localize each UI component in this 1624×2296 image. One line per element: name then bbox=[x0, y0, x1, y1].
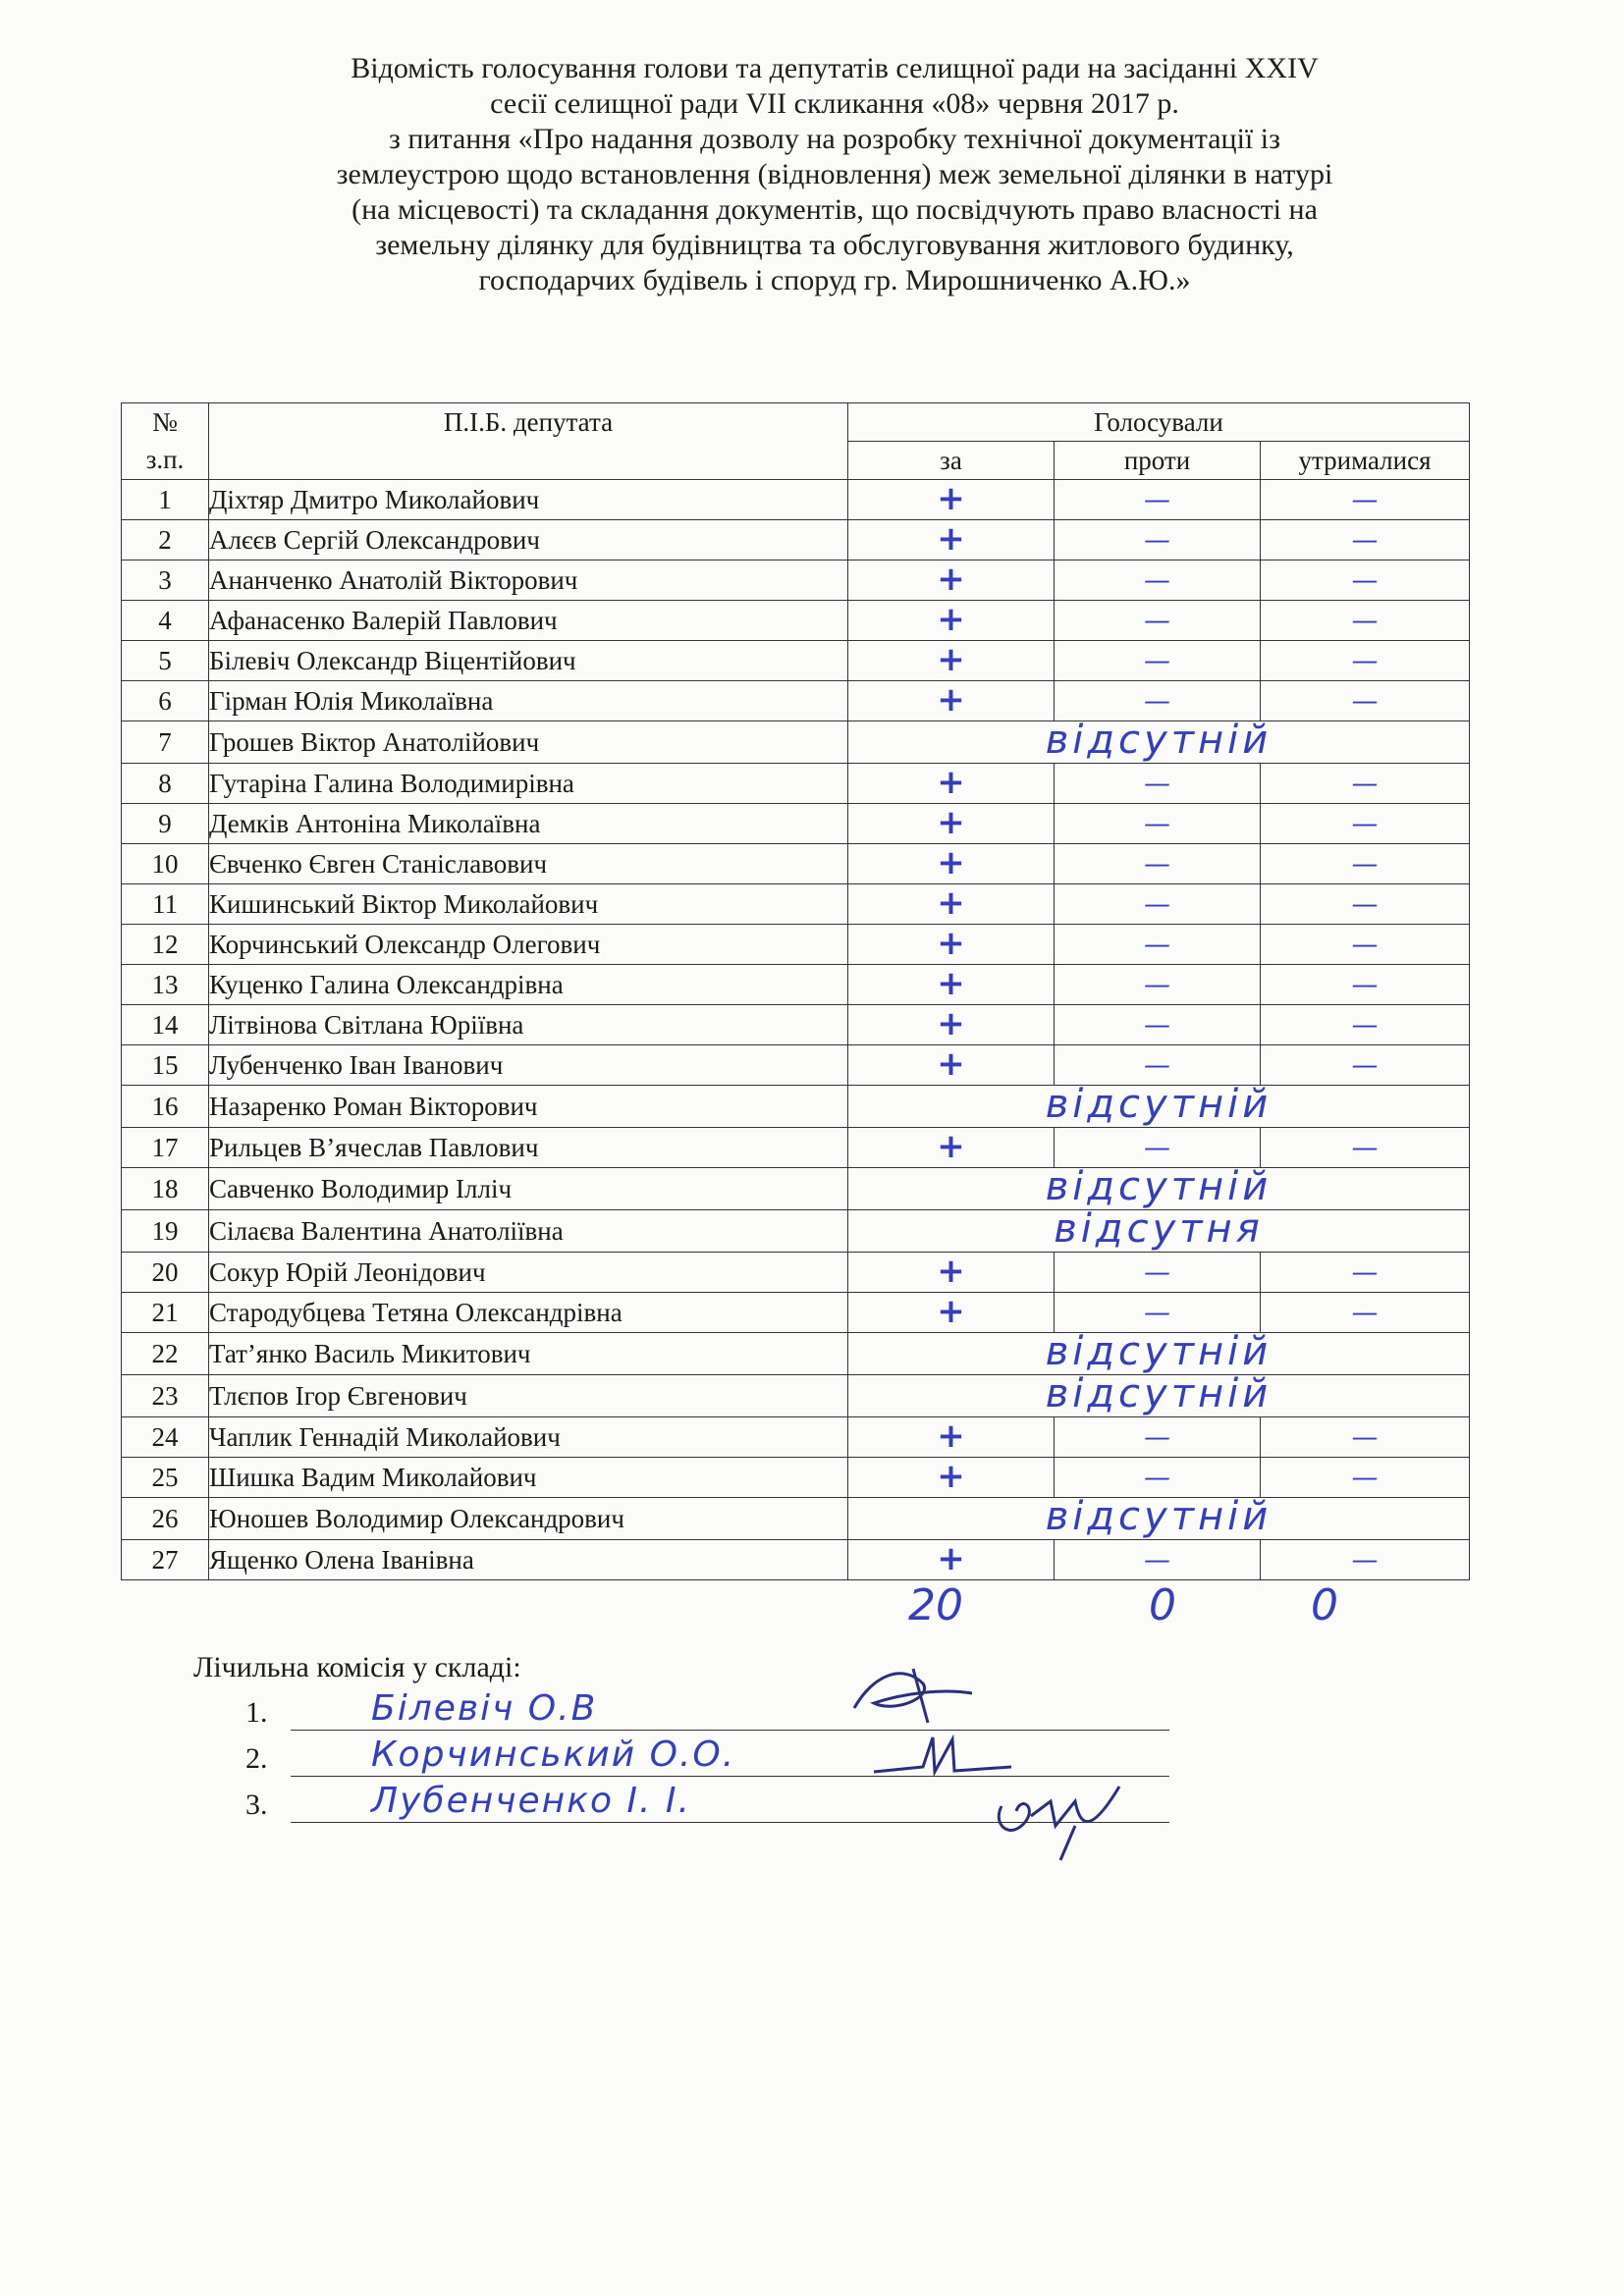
dash-mark: — bbox=[1351, 1256, 1379, 1288]
dash-mark: — bbox=[1144, 1544, 1170, 1575]
vote-abstained bbox=[1261, 1045, 1470, 1086]
dash-mark: — bbox=[1351, 929, 1379, 960]
deputy-name: Ананченко Анатолій Вікторович bbox=[209, 561, 848, 601]
row-number: 1 bbox=[122, 480, 209, 520]
dash-mark: — bbox=[1144, 1462, 1170, 1493]
total-for: 20 bbox=[908, 1580, 963, 1630]
table-row bbox=[122, 1333, 1470, 1375]
row-number: 19 bbox=[122, 1210, 209, 1253]
absent-text: відсутній bbox=[1045, 1167, 1272, 1209]
plus-mark: + bbox=[937, 843, 965, 882]
vote-for bbox=[848, 1417, 1055, 1458]
deputy-name: Сокур Юрій Леонідович bbox=[209, 1253, 848, 1293]
vote-abstained bbox=[1261, 561, 1470, 601]
vote-against bbox=[1055, 480, 1261, 520]
dash-mark: — bbox=[1351, 1009, 1379, 1041]
plus-mark: + bbox=[937, 479, 965, 518]
table-row bbox=[122, 1253, 1470, 1293]
deputy-name: Демків Антоніна Миколаївна bbox=[209, 804, 848, 844]
vote-abstained bbox=[1261, 884, 1470, 925]
signature-3 bbox=[982, 1767, 1149, 1865]
deputy-name: Савченко Володимир Ілліч bbox=[209, 1168, 848, 1210]
deputy-name: Стародубцева Тетяна Олександрівна bbox=[209, 1293, 848, 1333]
deputy-name: Гутаріна Галина Володимирівна bbox=[209, 764, 848, 804]
dash-mark: — bbox=[1351, 564, 1379, 596]
vote-against bbox=[1055, 965, 1261, 1005]
header-for: за bbox=[848, 442, 1055, 480]
deputy-name: Лубенченко Іван Іванович bbox=[209, 1045, 848, 1086]
vote-abstained bbox=[1261, 641, 1470, 681]
table-row bbox=[122, 1540, 1470, 1580]
vote-for bbox=[848, 1005, 1055, 1045]
deputy-name: Корчинський Олександр Олегович bbox=[209, 925, 848, 965]
header-number-symbol: № bbox=[152, 407, 178, 437]
deputy-name: Тлєпов Ігор Євгенович bbox=[209, 1375, 848, 1417]
vote-abstained bbox=[1261, 1540, 1470, 1580]
title-line: сесії селищної ради VII скликання «08» червня 2017 р. bbox=[490, 87, 1179, 120]
vote-for bbox=[848, 561, 1055, 601]
deputy-name: Алєєв Сергій Олександрович bbox=[209, 520, 848, 561]
vote-abstained bbox=[1261, 601, 1470, 641]
vote-for bbox=[848, 1045, 1055, 1086]
plus-mark: + bbox=[937, 1539, 965, 1578]
vote-for bbox=[848, 965, 1055, 1005]
deputy-name: Сілаєва Валентина Анатоліївна bbox=[209, 1210, 848, 1253]
plus-mark: + bbox=[937, 924, 965, 963]
vote-abstained bbox=[1261, 965, 1470, 1005]
member-number: 2. bbox=[245, 1742, 268, 1775]
deputy-name: Літвінова Світлана Юріївна bbox=[209, 1005, 848, 1045]
row-number: 27 bbox=[122, 1540, 209, 1580]
total-against: 0 bbox=[1149, 1580, 1176, 1630]
deputy-name: Юношев Володимир Олександрович bbox=[209, 1498, 848, 1540]
deputy-name: Діхтяр Дмитро Миколайович bbox=[209, 480, 848, 520]
dash-mark: — bbox=[1144, 848, 1170, 880]
plus-mark: + bbox=[937, 1127, 965, 1166]
table-row bbox=[122, 1375, 1470, 1417]
absent-mark bbox=[848, 1210, 1470, 1253]
vote-against bbox=[1055, 1005, 1261, 1045]
signature-1 bbox=[835, 1654, 992, 1733]
vote-abstained bbox=[1261, 1458, 1470, 1498]
vote-against bbox=[1055, 1045, 1261, 1086]
vote-for bbox=[848, 601, 1055, 641]
plus-mark: + bbox=[937, 640, 965, 679]
plus-mark: + bbox=[937, 1004, 965, 1043]
row-number: 18 bbox=[122, 1168, 209, 1210]
vote-for bbox=[848, 1540, 1055, 1580]
dash-mark: — bbox=[1351, 1049, 1379, 1081]
dash-mark: — bbox=[1351, 888, 1379, 920]
dash-mark: — bbox=[1144, 524, 1170, 556]
vote-against bbox=[1055, 1540, 1261, 1580]
row-number: 6 bbox=[122, 681, 209, 721]
header-number-abbr: з.п. bbox=[145, 445, 185, 474]
header-number bbox=[122, 403, 209, 480]
dash-mark: — bbox=[1351, 768, 1379, 799]
vote-abstained bbox=[1261, 925, 1470, 965]
vote-for bbox=[848, 1128, 1055, 1168]
row-number: 2 bbox=[122, 520, 209, 561]
table-row bbox=[122, 681, 1470, 721]
member-number: 3. bbox=[245, 1789, 268, 1821]
dash-mark: — bbox=[1144, 645, 1170, 676]
row-number: 3 bbox=[122, 561, 209, 601]
table-row bbox=[122, 1293, 1470, 1333]
dash-mark: — bbox=[1351, 1297, 1379, 1328]
dash-mark: — bbox=[1144, 1297, 1170, 1328]
document-title bbox=[147, 51, 1522, 298]
dash-mark: — bbox=[1144, 484, 1170, 515]
header-voted: Голосували bbox=[848, 403, 1470, 442]
deputy-name: Тат’янко Василь Микитович bbox=[209, 1333, 848, 1375]
row-number: 11 bbox=[122, 884, 209, 925]
vote-for bbox=[848, 925, 1055, 965]
signature-line bbox=[291, 1688, 1169, 1731]
row-number: 7 bbox=[122, 721, 209, 764]
member-name: Лубенченко І. І. bbox=[371, 1781, 691, 1821]
table-row bbox=[122, 804, 1470, 844]
row-number: 16 bbox=[122, 1086, 209, 1128]
row-number: 25 bbox=[122, 1458, 209, 1498]
dash-mark: — bbox=[1351, 484, 1379, 515]
row-number: 8 bbox=[122, 764, 209, 804]
dash-mark: — bbox=[1351, 605, 1379, 636]
vote-against bbox=[1055, 520, 1261, 561]
vote-for bbox=[848, 804, 1055, 844]
table-row bbox=[122, 480, 1470, 520]
table-body bbox=[122, 480, 1470, 1580]
row-number: 17 bbox=[122, 1128, 209, 1168]
absent-text: відсутній bbox=[1045, 721, 1272, 763]
table-row bbox=[122, 520, 1470, 561]
plus-mark: + bbox=[937, 519, 965, 559]
table-row bbox=[122, 925, 1470, 965]
row-number: 22 bbox=[122, 1333, 209, 1375]
deputy-name: Назаренко Роман Вікторович bbox=[209, 1086, 848, 1128]
vote-for bbox=[848, 1458, 1055, 1498]
row-number: 26 bbox=[122, 1498, 209, 1540]
title-line: Відомість голосування голови та депутатів селищної ради на засіданні XXIV bbox=[351, 52, 1319, 84]
commission-label: Лічильна комісія у складі: bbox=[193, 1651, 521, 1683]
row-number: 23 bbox=[122, 1375, 209, 1417]
vote-for bbox=[848, 764, 1055, 804]
title-line: землеустрою щодо встановлення (відновлення) меж земельної ділянки в натурі bbox=[336, 158, 1333, 190]
row-number: 12 bbox=[122, 925, 209, 965]
table-row bbox=[122, 1005, 1470, 1045]
dash-mark: — bbox=[1351, 685, 1379, 717]
table-row bbox=[122, 561, 1470, 601]
vote-abstained bbox=[1261, 804, 1470, 844]
dash-mark: — bbox=[1351, 969, 1379, 1000]
row-number: 9 bbox=[122, 804, 209, 844]
header-against: проти bbox=[1055, 442, 1261, 480]
vote-against bbox=[1055, 804, 1261, 844]
vote-against bbox=[1055, 1417, 1261, 1458]
plus-mark: + bbox=[937, 1044, 965, 1084]
deputy-name: Грошев Віктор Анатолійович bbox=[209, 721, 848, 764]
vote-abstained bbox=[1261, 764, 1470, 804]
vote-abstained bbox=[1261, 681, 1470, 721]
header-name: П.І.Б. депутата bbox=[209, 403, 848, 480]
vote-abstained bbox=[1261, 1417, 1470, 1458]
dash-mark: — bbox=[1144, 685, 1170, 717]
vote-abstained bbox=[1261, 520, 1470, 561]
dash-mark: — bbox=[1351, 1544, 1379, 1575]
dash-mark: — bbox=[1351, 645, 1379, 676]
plus-mark: + bbox=[937, 1416, 965, 1456]
voting-table bbox=[121, 402, 1470, 1580]
deputy-name: Афанасенко Валерій Павлович bbox=[209, 601, 848, 641]
title-line: з питання «Про надання дозволу на розробку технічної документації із bbox=[389, 123, 1280, 155]
absent-text: відсутній bbox=[1045, 1497, 1272, 1539]
vote-against bbox=[1055, 561, 1261, 601]
plus-mark: + bbox=[937, 763, 965, 802]
dash-mark: — bbox=[1144, 1009, 1170, 1041]
vote-against bbox=[1055, 1128, 1261, 1168]
vote-against bbox=[1055, 844, 1261, 884]
table-row bbox=[122, 965, 1470, 1005]
vote-against bbox=[1055, 1293, 1261, 1333]
plus-mark: + bbox=[937, 560, 965, 599]
vote-against bbox=[1055, 925, 1261, 965]
vote-against bbox=[1055, 1458, 1261, 1498]
title-line: земельну ділянку для будівництва та обслуговування житлового будинку, bbox=[375, 229, 1294, 261]
row-number: 15 bbox=[122, 1045, 209, 1086]
vote-for bbox=[848, 520, 1055, 561]
absent-mark bbox=[848, 1086, 1470, 1128]
dash-mark: — bbox=[1144, 1421, 1170, 1453]
table-row bbox=[122, 601, 1470, 641]
row-number: 10 bbox=[122, 844, 209, 884]
vote-abstained bbox=[1261, 1005, 1470, 1045]
dash-mark: — bbox=[1351, 524, 1379, 556]
table-row bbox=[122, 641, 1470, 681]
plus-mark: + bbox=[937, 803, 965, 842]
row-number: 20 bbox=[122, 1253, 209, 1293]
absent-mark bbox=[848, 721, 1470, 764]
table-row bbox=[122, 1417, 1470, 1458]
plus-mark: + bbox=[937, 1457, 965, 1496]
vote-for bbox=[848, 480, 1055, 520]
plus-mark: + bbox=[937, 883, 965, 923]
dash-mark: — bbox=[1144, 1049, 1170, 1081]
vote-for bbox=[848, 1293, 1055, 1333]
table-row bbox=[122, 844, 1470, 884]
table-row bbox=[122, 1045, 1470, 1086]
vote-for bbox=[848, 844, 1055, 884]
vote-against bbox=[1055, 681, 1261, 721]
absent-mark bbox=[848, 1498, 1470, 1540]
table-row bbox=[122, 1086, 1470, 1128]
row-number: 21 bbox=[122, 1293, 209, 1333]
vote-abstained bbox=[1261, 1253, 1470, 1293]
deputy-name: Білевіч Олександр Віцентійович bbox=[209, 641, 848, 681]
absent-text: відсутня bbox=[1054, 1209, 1264, 1252]
absent-mark bbox=[848, 1375, 1470, 1417]
vote-against bbox=[1055, 764, 1261, 804]
deputy-name: Рильцев В’ячеслав Павлович bbox=[209, 1128, 848, 1168]
deputy-name: Шишка Вадим Миколайович bbox=[209, 1458, 848, 1498]
row-number: 5 bbox=[122, 641, 209, 681]
table-row bbox=[122, 1128, 1470, 1168]
vote-against bbox=[1055, 884, 1261, 925]
table-row bbox=[122, 1210, 1470, 1253]
dash-mark: — bbox=[1144, 929, 1170, 960]
absent-text: відсутній bbox=[1045, 1374, 1272, 1416]
row-number: 13 bbox=[122, 965, 209, 1005]
vote-abstained bbox=[1261, 1128, 1470, 1168]
dash-mark: — bbox=[1351, 1132, 1379, 1163]
absent-text: відсутній bbox=[1045, 1332, 1272, 1374]
member-name: Корчинський О.О. bbox=[371, 1735, 736, 1775]
plus-mark: + bbox=[937, 964, 965, 1003]
dash-mark: — bbox=[1351, 848, 1379, 880]
table-row bbox=[122, 1498, 1470, 1540]
table-row bbox=[122, 884, 1470, 925]
table-row bbox=[122, 721, 1470, 764]
table-row bbox=[122, 764, 1470, 804]
vote-for bbox=[848, 1253, 1055, 1293]
deputy-name: Чаплик Геннадій Миколайович bbox=[209, 1417, 848, 1458]
dash-mark: — bbox=[1144, 888, 1170, 920]
dash-mark: — bbox=[1144, 768, 1170, 799]
absent-text: відсутній bbox=[1045, 1085, 1272, 1127]
dash-mark: — bbox=[1144, 808, 1170, 839]
member-name: Білевіч О.В bbox=[371, 1688, 598, 1729]
dash-mark: — bbox=[1144, 1256, 1170, 1288]
deputy-name: Гірман Юлія Миколаївна bbox=[209, 681, 848, 721]
row-number: 14 bbox=[122, 1005, 209, 1045]
total-abstained: 0 bbox=[1311, 1580, 1338, 1630]
vote-for bbox=[848, 641, 1055, 681]
vote-abstained bbox=[1261, 480, 1470, 520]
vote-against bbox=[1055, 1253, 1261, 1293]
deputy-name: Ященко Олена Іванівна bbox=[209, 1540, 848, 1580]
vote-against bbox=[1055, 641, 1261, 681]
dash-mark: — bbox=[1351, 808, 1379, 839]
title-line: господарчих будівель і споруд гр. Мирошниченко А.Ю.» bbox=[478, 264, 1191, 296]
vote-against bbox=[1055, 601, 1261, 641]
table-row bbox=[122, 1168, 1470, 1210]
vote-abstained bbox=[1261, 1293, 1470, 1333]
plus-mark: + bbox=[937, 680, 965, 720]
plus-mark: + bbox=[937, 1252, 965, 1291]
member-number: 1. bbox=[245, 1696, 268, 1729]
table-row bbox=[122, 1458, 1470, 1498]
dash-mark: — bbox=[1144, 564, 1170, 596]
deputy-name: Кишинський Віктор Миколайович bbox=[209, 884, 848, 925]
header-abstained: утрималися bbox=[1261, 442, 1470, 480]
deputy-name: Євченко Євген Станіславович bbox=[209, 844, 848, 884]
absent-mark bbox=[848, 1168, 1470, 1210]
plus-mark: + bbox=[937, 600, 965, 639]
dash-mark: — bbox=[1144, 605, 1170, 636]
plus-mark: + bbox=[937, 1292, 965, 1331]
dash-mark: — bbox=[1144, 1132, 1170, 1163]
deputy-name: Куценко Галина Олександрівна bbox=[209, 965, 848, 1005]
title-line: (на місцевості) та складання документів, що посвідчують право власності на bbox=[352, 193, 1318, 226]
dash-mark: — bbox=[1351, 1462, 1379, 1493]
vote-abstained bbox=[1261, 844, 1470, 884]
dash-mark: — bbox=[1351, 1421, 1379, 1453]
vote-for bbox=[848, 884, 1055, 925]
row-number: 24 bbox=[122, 1417, 209, 1458]
absent-mark bbox=[848, 1333, 1470, 1375]
vote-for bbox=[848, 681, 1055, 721]
row-number: 4 bbox=[122, 601, 209, 641]
dash-mark: — bbox=[1144, 969, 1170, 1000]
